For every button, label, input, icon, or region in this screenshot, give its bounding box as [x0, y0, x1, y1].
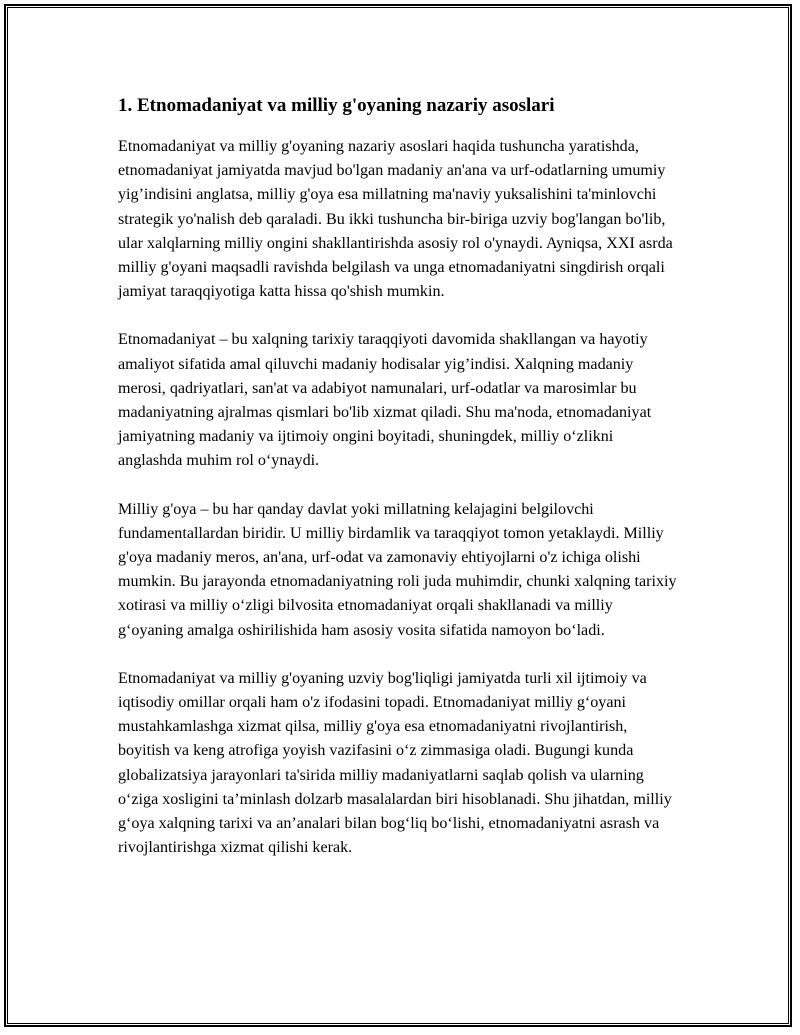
paragraph-4: Etnomadaniyat va milliy g'oyaning uzviy bog'liqligi jamiyatda turli xil ijtimoiy va iqtisodiy omillar orqali ham o'z ifodasini topadi. Etnomadaniyat milliy g‘oyani mustahkamlashga xizmat qilsa, milliy g'oya esa etnomadaniyatni rivojlantirish, boyitish va keng atrofiga yoyish vazifasini o‘z zimmasiga oladi. Bugungi kunda globalizatsiya jarayonlari ta'sirida milliy madaniyatlarni saqlab qolish va ularning o‘ziga xosligini ta’minlash dolzarb masalalardan biri hisoblanadi. Shu jihatdan, milliy g‘oya xalqning tarixi va an’analari bilan bog‘liq bo‘lishi, etnomadaniyatni asrash va rivojlantirishga xizmat qilishi kerak.	[118, 669, 672, 857]
document-body	[118, 93, 680, 884]
section-heading: 1. Etnomadaniyat va milliy g'oyaning nazariy asoslari	[118, 95, 555, 116]
paragraph-3: Milliy g'oya – bu har qanday davlat yoki millatning kelajagini belgilovchi fundamentallardan biridir. U milliy birdamlik va taraqqiyot tomon yetaklaydi. Milliy g'oya madaniy meros, an'ana, urf-odat va zamonaviy ehtiyojlarni o'z ichiga olishi mumkin. Bu jarayonda etnomadaniyatning roli juda muhimdir, chunki xalqning tarixiy xotirasi va milliy o‘zligi bilvosita etnomadaniyat orqali shakllanadi va milliy g‘oyaning amalga oshirilishida ham asosiy vosita sifatida namoyon bo‘ladi.	[118, 500, 677, 639]
paragraph-1: Etnomadaniyat va milliy g'oyaning nazariy asoslari haqida tushuncha yaratishda, etnomadaniyat jamiyatda mavjud bo'lgan madaniy an'ana va urf-odatlarning umumiy yig’indisini anglatsa, milliy g'oya esa millatning ma'naviy yuksalishini ta'minlovchi strategik yo'nalish deb qaraladi. Bu ikki tushuncha bir-biriga uzviy bog'langan bo'lib, ular xalqlarning milliy ongini shakllantirishda asosiy rol o'ynaydi. Ayniqsa, XXI asrda milliy g'oyani maqsadli ravishda belgilash va unga etnomadaniyatni singdirish orqali jamiyat taraqqiyotiga katta hissa qo'shish mumkin.	[118, 138, 673, 301]
paragraph-2: Etnomadaniyat – bu xalqning tarixiy taraqqiyoti davomida shakllangan va hayotiy amaliyot sifatida amal qiluvchi madaniy hodisalar yig’indisi. Xalqning madaniy merosi, qadriyatlari, san'at va adabiyot namunalari, urf-odatlar va marosimlar bu madaniyatning ajralmas qismlari bo'lib xizmat qiladi. Shu ma'noda, etnomadaniyat jamiyatning madaniy va ijtimoiy ongini boyitadi, shuningdek, milliy o‘zlikni anglashda muhim rol o‘ynaydi.	[118, 331, 652, 470]
